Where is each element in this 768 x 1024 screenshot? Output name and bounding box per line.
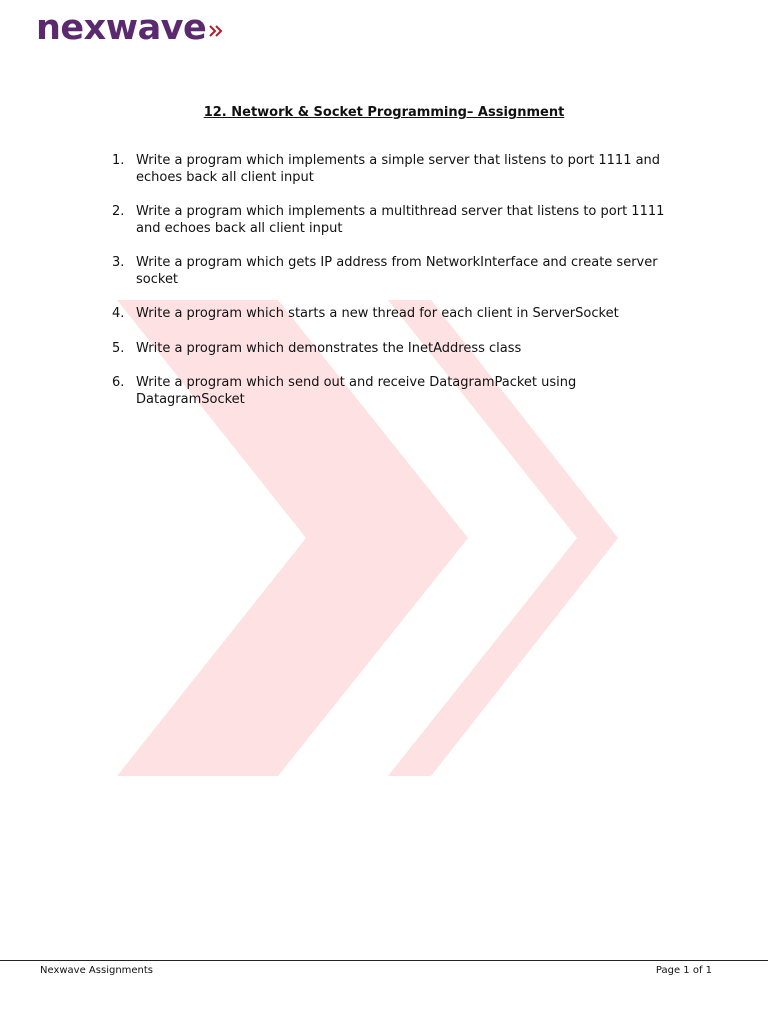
list-item (112, 306, 687, 323)
assignment-list (112, 153, 687, 426)
list-item-text: Write a program which implements a multithread server that listens to port 1111 and echoes back all client input (136, 204, 665, 236)
list-item (112, 153, 687, 186)
list-item-number: 6. (112, 375, 125, 390)
list-item-number: 2. (112, 204, 125, 219)
list-item (112, 375, 687, 408)
logo-text: nexwave (36, 8, 207, 48)
list-item-number: 5. (112, 340, 125, 356)
list-item (112, 341, 687, 358)
list-item-text: Write a program which demonstrates the InetAddress class (136, 340, 522, 356)
list-item-text: Write a program which send out and receive DatagramPacket using DatagramSocket (136, 375, 577, 407)
list-item-number: 3. (112, 255, 125, 270)
double-chevron-right-icon (209, 24, 223, 38)
list-item-number: 4. (112, 306, 125, 321)
list-item-number: 1. (112, 153, 125, 168)
list-item (112, 204, 687, 237)
list-item (112, 255, 687, 288)
list-item-text: Write a program which starts a new thread for each client in ServerSocket (136, 306, 619, 321)
page-number: Page 1 of 1 (655, 965, 712, 976)
footer-divider (0, 960, 768, 961)
nexwave-logo (36, 6, 223, 50)
list-item-text: Write a program which implements a simple server that listens to port 1111 and echoes back all client input (136, 153, 661, 185)
list-item-text: Write a program which gets IP address from NetworkInterface and create server socket (136, 255, 658, 287)
page-title: 12. Network & Socket Programming– Assignment (203, 105, 565, 120)
footer-left-text: Nexwave Assignments (40, 965, 154, 976)
